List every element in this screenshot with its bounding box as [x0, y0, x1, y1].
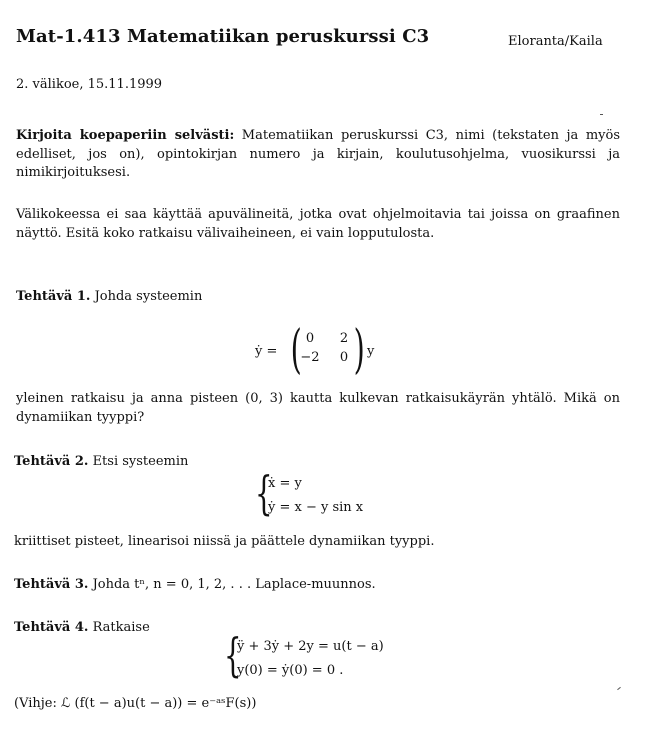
matrix-cell-11: 0	[305, 331, 315, 346]
exam-info: 2. välikoe, 15.11.1999	[16, 77, 163, 92]
task-3	[14, 577, 376, 592]
task-3-label: Tehtävä 3.	[14, 577, 89, 592]
task-1-lhs: ẏ =	[255, 344, 278, 359]
task-2-brace: {	[255, 466, 273, 520]
task-4	[14, 620, 150, 635]
authors: Eloranta/Kaila	[508, 34, 603, 49]
matrix-cell-22: 0	[339, 350, 349, 365]
course-title: Mat-1.413 Matematiikan peruskurssi C3	[16, 26, 430, 47]
task-4-brace: {	[224, 628, 242, 682]
task-2-label: Tehtävä 2.	[14, 454, 89, 469]
matrix-right-paren: )	[353, 320, 365, 380]
task-2-question: kriittiset pisteet, linearisoi niissä ja päättele dynamiikan tyyppi.	[14, 534, 435, 549]
scan-speck	[600, 114, 603, 115]
task-3-intro: Johda tⁿ, n = 0, 1, 2, . . . Laplace-muunnos.	[92, 577, 376, 592]
matrix-cell-21: −2	[300, 350, 320, 365]
task-1-label: Tehtävä 1.	[16, 289, 91, 304]
task-4-hint: (Vihje: ℒ (f(t − a)u(t − a)) = e⁻ᵃˢF(s))	[14, 696, 257, 711]
task-4-eq-2: y(0) = ẏ(0) = 0 .	[237, 663, 344, 678]
task-1	[16, 289, 202, 304]
scan-speck	[617, 687, 621, 690]
instructions-paragraph	[16, 127, 620, 183]
matrix-left-paren: (	[290, 320, 302, 380]
task-4-label: Tehtävä 4.	[14, 620, 89, 635]
task-2-intro: Etsi systeemin	[92, 454, 189, 469]
task-4-eq-1: ÿ + 3ẏ + 2y = u(t − a)	[237, 639, 384, 654]
task-4-intro: Ratkaise	[92, 620, 150, 635]
task-2-eq-2: ẏ = x − y sin x	[268, 500, 364, 515]
rules-paragraph: Välikokeessa ei saa käyttää apuvälineitä, jotka ovat ohjelmoitavia tai joissa on graafinen näyttö. Esitä koko ratkaisu välivaiheineen, ei vain lopputulosta.	[16, 207, 620, 241]
matrix-cell-12: 2	[339, 331, 349, 346]
task-1-rhs: y	[367, 344, 375, 359]
task-1-intro: Johda systeemin	[94, 289, 203, 304]
task-2-eq-1: ẋ = y	[268, 476, 302, 491]
instructions-lead: Kirjoita koepaperiin selvästi:	[16, 128, 235, 143]
task-2	[14, 454, 188, 469]
instructions-text: Matematiikan peruskurssi C3, nimi (tekstaten ja myös edelliset, jos on), opintokirjan numero ja kirjain, koulutusohjelma, vuosikurssi ja nimikirjoituksesi.	[16, 128, 620, 180]
task-1-question: yleinen ratkaisu ja anna pisteen (0, 3) kautta kulkevan ratkaisukäyrän yhtälö. Mikä on dynamiikan tyyppi?	[16, 391, 620, 425]
